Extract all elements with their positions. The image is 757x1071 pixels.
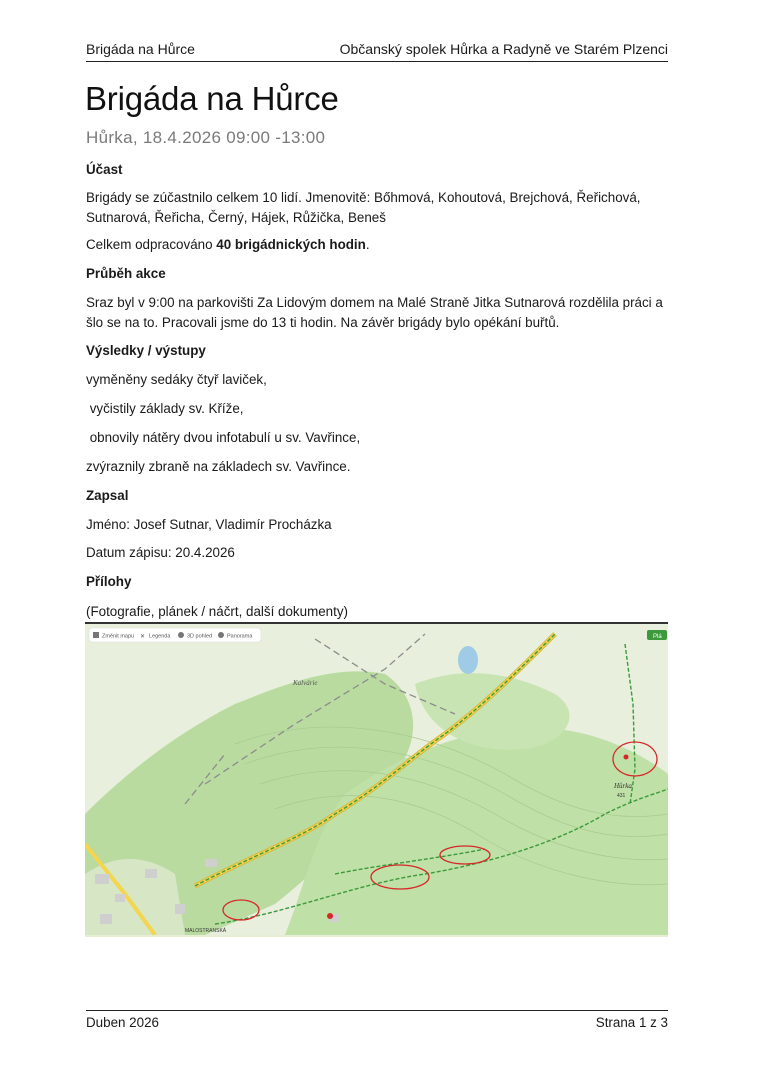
zapsal-date: Datum zápisu: 20.4.2026 <box>86 545 235 560</box>
header-divider <box>86 61 668 62</box>
vysledky-item: vyčistily základy sv. Kříže, <box>86 401 244 416</box>
ucast-total-hours: 40 brigádnických hodin <box>216 237 366 252</box>
place-label-malostranska: MALOSTRANSKÁ <box>185 928 227 934</box>
place-label-kalvarie: Kalvárie <box>293 679 318 687</box>
page-header <box>86 41 668 61</box>
page-title: Brigáda na Hůrce <box>85 80 339 117</box>
heading-prilohy: Přílohy <box>86 574 132 589</box>
header-left: Brigáda na Hůrce <box>86 41 195 57</box>
map-toolbar <box>89 628 261 642</box>
footer-right: Strana 1 z 3 <box>595 1015 668 1030</box>
attachment-map <box>85 622 668 937</box>
place-label-hurka-elev: 431 <box>617 793 626 799</box>
map-toolbar-change: Změnit mapu <box>102 633 135 640</box>
ucast-total-prefix: Celkem odpracováno <box>86 237 217 252</box>
footer-left: Duben 2026 <box>86 1015 159 1030</box>
zapsal-name: Jméno: Josef Sutnar, Vladimír Procházka <box>86 517 332 532</box>
heading-prubeh: Průběh akce <box>86 266 166 281</box>
ucast-total <box>86 235 668 255</box>
ucast-text: Brigády se zúčastnilo celkem 10 lidí. Jmenovitě: Bőhmová, Kohoutová, Brejchová, Řeřichová, Sutnarová, Řeřicha, Černý, Hájek, Růžička, Beneš <box>86 190 641 225</box>
layers-icon <box>93 632 99 638</box>
map-toolbar-3d: 3D pohled <box>187 633 213 640</box>
3d-icon <box>178 632 184 638</box>
legend-icon: ✕ <box>140 634 146 640</box>
poi-marker <box>624 755 629 760</box>
vysledky-item: vyměněny sedáky čtyř laviček, <box>86 372 267 387</box>
map-drawing <box>85 624 668 935</box>
vysledky-item: obnovily nátěry dvou infotabulí u sv. Vavřince, <box>86 430 361 445</box>
page-footer <box>86 1015 668 1030</box>
footer-divider <box>86 1010 668 1011</box>
prubeh-text: Sraz byl v 9:00 na parkovišti Za Lidovým domem na Malé Straně Jitka Sutnarová rozdělila práci a šlo se na to. Pracovali jsme do 13 ti hodin. Na závěr brigády bylo opékání buřtů. <box>86 295 663 330</box>
prilohy-text: (Fotografie, plánek / náčrt, další dokumenty) <box>86 604 348 619</box>
ucast-total-suffix: . <box>365 237 370 252</box>
heading-ucast: Účast <box>86 162 123 177</box>
place-label-hurka: Hůrka <box>614 782 632 790</box>
poi-marker <box>327 913 333 919</box>
map-toolbar-panorama: Panorama <box>227 633 253 640</box>
heading-vysledky: Výsledky / výstupy <box>86 343 206 358</box>
pond <box>458 646 478 674</box>
panorama-icon <box>218 632 224 638</box>
vysledky-item: zvýraznily zbraně na základech sv. Vavřince. <box>86 459 351 474</box>
map-badge-label: Plá <box>653 634 662 640</box>
heading-zapsal: Zapsal <box>86 488 129 503</box>
page-subtitle: Hůrka, 18.4.2026 09:00 -13:00 <box>86 128 326 147</box>
map-toolbar-legend: Legenda <box>149 633 171 640</box>
header-right: Občanský spolek Hůrka a Radyně ve Starém Plzenci <box>339 41 668 57</box>
